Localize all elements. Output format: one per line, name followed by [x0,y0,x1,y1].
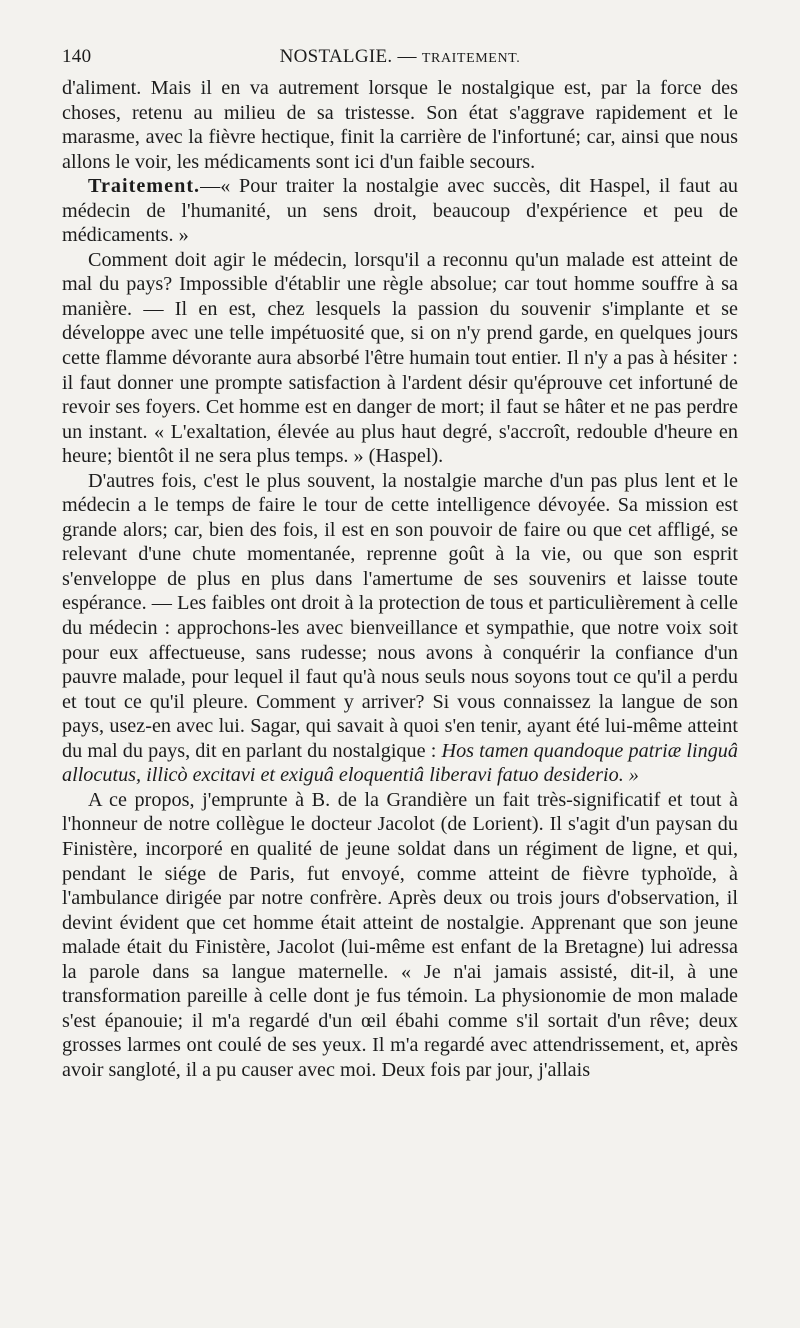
body-text [62,76,738,1082]
running-title-main: NOSTALGIE. [279,46,393,67]
paragraph-5: A ce propos, j'emprunte à B. de la Grandière un fait très-significatif et tout à l'honneur de notre collègue le docteur Jacolot (de Lorient). Il s'agit d'un paysan du Finistère, incorporé en qualité de jeune soldat dans un régiment de ligne, et qui, pendant le siége de Paris, fut envoyé, comme atteint de fièvre typhoïde, à l'ambulance dirigée par notre confrère. Après deux ou trois jours d'observation, il devint évident que cet homme était atteint de nostalgie. Apprenant que son jeune malade était du Finistère, Jacolot (lui-même est enfant de la Bretagne) lui adressa la parole dans sa langue maternelle. « Je n'ai jamais assisté, dit-il, à une transformation pareille à celle dont je fus témoin. La physionomie de mon malade s'est épanouie; il m'a regardé d'un œil ébahi comme s'il sortait d'un rêve; deux grosses larmes ont coulé de ses yeux. Il m'a regardé avec attendrissement, et, après avoir sangloté, il a pu causer avec moi. Deux fois par jour, j'allais [62,788,738,1081]
running-title-sub: TRAITEMENT. [421,51,521,66]
latin-quotation: Hos tamen quandoque patriæ linguâ allocutus, illicò excitavi et exiguâ eloquentiâ liberavi fatuo desiderio. » [62,739,738,787]
paragraph-2 [62,174,738,248]
section-heading: Traitement. [88,175,201,198]
running-title-separator: — [397,46,417,67]
paragraph-3: Comment doit agir le médecin, lorsqu'il a reconnu qu'un malade est atteint de mal du pays? Impossible d'établir une règle absolue; car tout homme souffre à sa manière. — Il en est, chez lesquels la passion du souvenir s'implante et se développe avec une telle impétuosité que, si on n'y prend garde, en quelques jours cette flamme dévorante aura absorbé l'être humain tout entier. Il n'y a pas à hésiter : il faut donner une prompte satisfaction à l'ardent désir qu'éprouve cet infortuné de revoir ses foyers. Cet homme est en danger de mort; il faut se hâter et ne pas perdre un instant. « L'exaltation, élevée au plus haut degré, s'accroît, redouble d'heure en heure; bientôt il ne sera plus temps. » (Haspel). [62,248,738,468]
running-title [62,46,738,68]
book-page [62,46,738,1082]
paragraph-4-text: D'autres fois, c'est le plus souvent, la nostalgie marche d'un pas plus lent et le médecin a le temps de faire le tour de cette intelligence dévoyée. Sa mission est grande alors; car, bien des fois, il est en son pouvoir de faire ou que cet affligé, se relevant d'une chute momentanée, reprenne goût à la vie, ou que son esprit s'enveloppe de plus en plus dans l'amertume de ses souvenirs et laisse toute espérance. — Les faibles ont droit à la protection de tous et particulièrement à celle du médecin : approchons-les avec bienveillance et sympathie, que notre voix soit pour eux affectueuse, sans rudesse; nous avons à conquérir la confiance d'un pauvre malade, pour lequel il faut qu'à nous seuls nous soyons tout ce qu'il a perdu et tout ce qu'il pleure. Comment y arriver? Si vous connaissez la langue de son pays, usez-en avec lui. Sagar, qui savait à quoi s'en tenir, ayant été lui-même atteint du mal du pays, dit en parlant du nostalgique : [62,469,738,762]
paragraph-2-text: —« Pour traiter la nostalgie avec succès, dit Haspel, il faut au médecin de l'humanité, un sens droit, beaucoup d'expérience et peu de médicaments. » [62,175,738,247]
paragraph-1: d'aliment. Mais il en va autrement lorsque le nostalgique est, par la force des choses, retenu au milieu de sa tristesse. Son état s'aggrave rapidement et le marasme, avec la fièvre hectique, finit la carrière de l'infortuné; car, ainsi que nous allons le voir, les médicaments sont ici d'un faible secours. [62,77,738,173]
page-number: 140 [62,46,92,67]
running-header [62,46,738,76]
paragraph-4 [62,469,738,788]
